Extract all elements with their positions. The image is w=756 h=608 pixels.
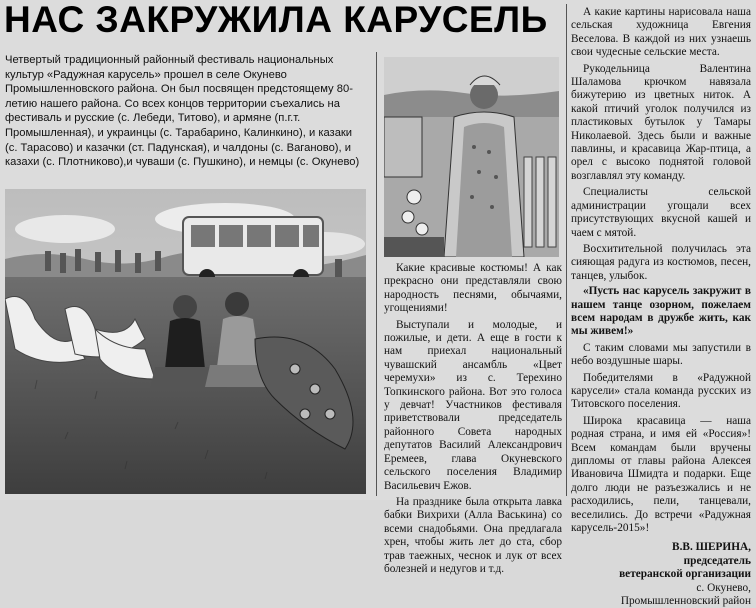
- paragraph: Выступали и молодые, и пожилые, и дети. А еще в гости к нам приехал национальный чувашский ансамбль «Цвет черемухи» из с. Терехино Топкинского района. Вот это голоса у девчат! Участников фестиваля приветствовали председатель районного Совета народных депутатов Василий Александрович Еремеев, глава Окуневского сельского поселения Владимир Васильевич Ежов.: [384, 318, 562, 492]
- author-village: с. Окунево,: [696, 581, 751, 594]
- author-district: Промышленновский район: [620, 595, 751, 608]
- paragraph: На празднике была открыта лавка бабки Вихрихи (Алла Васькина) со всеми снадобьями. Она предлагала хрен, чтобы жить лет до ста, сбор трав таежных, чеснок и лук от всех болезней и недугов и т.д.: [384, 495, 562, 575]
- paragraph: Широка красавица — наша родная страна, и имя ей «Россия»! Всем командам были вручены дипломы от главы района Алексея Ивановича Шмидта и подарки. Еще долго люди не разъезжались и не расходились, пели, танцевали, веселились. До встречи «Радужная карусель-2015»!: [571, 414, 751, 535]
- paragraph: Специалисты сельской администрации угощали всех присутствующих вкусной кашей и чаем с мятой.: [571, 186, 751, 239]
- author-name: В.В. ШЕРИНА,: [672, 541, 751, 554]
- column-divider-2: [566, 4, 567, 496]
- paragraph: Рукодельница Валентина Шаламова крючком навязала бижутерию из цветных ниток. А какой птичий уголок получился из пластиковых бутылок у Тамары Николаевой. Здесь были и важные павлины, и красавица Жар-птица, а орел с высоко поднятой головой возглавлял эту команду.: [571, 62, 751, 182]
- festival-photo-woman: [384, 57, 559, 257]
- paragraph: Победителями в «Радужной карусели» стала команда русских из Титовского поселения.: [571, 371, 751, 411]
- paragraph: А какие картины нарисовала наша сельская художница Евгения Веселова. В каждой из них узнаешь свои чудесные сельские места.: [571, 6, 751, 59]
- article-column-2: [384, 262, 562, 576]
- paragraph: Какие красивые костюмы! А как прекрасно они представляли свою народность песнями, обычаями, угощениями!: [384, 262, 562, 315]
- paragraph: Восхитительной получилась эта сияющая радуга из костюмов, песен, танцев, улыбок.: [571, 242, 751, 282]
- poem-quote: «Пусть нас карусель закружит в нашем танце озорном, пожелаем всем народам в дружбе жить, как мы живем!»: [571, 285, 751, 338]
- author-role: председатель: [683, 554, 751, 567]
- article-column-3: [571, 6, 751, 608]
- author-organization: ветеранской организации: [619, 568, 751, 581]
- festival-photo-main: [5, 189, 366, 494]
- headline: НАС ЗАКРУЖИЛА КАРУСЕЛЬ: [4, 0, 548, 40]
- paragraph: С таким словами мы запустили в небо воздушные шары.: [571, 341, 751, 368]
- author-signature: [571, 541, 751, 608]
- lead-paragraph: Четвертый традиционный районный фестиваль национальных культур «Радужная карусель» прошел в селе Окунево Промышленновского района. Он был посвящен предстоящему 80-летию нашего района. Со всех концов территории съехались на фестиваль и русские (с. Лебеди, Титово), и армяне (п.г.т. Промышленная), и украинцы (с. Тарабарино, Калинкино), и казаки (с. Тарасово) и казачки (ст. Падунская), и чалдоны (с. Ваганово), и казахи (с. Плотниково),и чуваши (с. Пушкино), и немцы (с. Окунево): [5, 54, 360, 169]
- column-divider-1: [376, 52, 377, 496]
